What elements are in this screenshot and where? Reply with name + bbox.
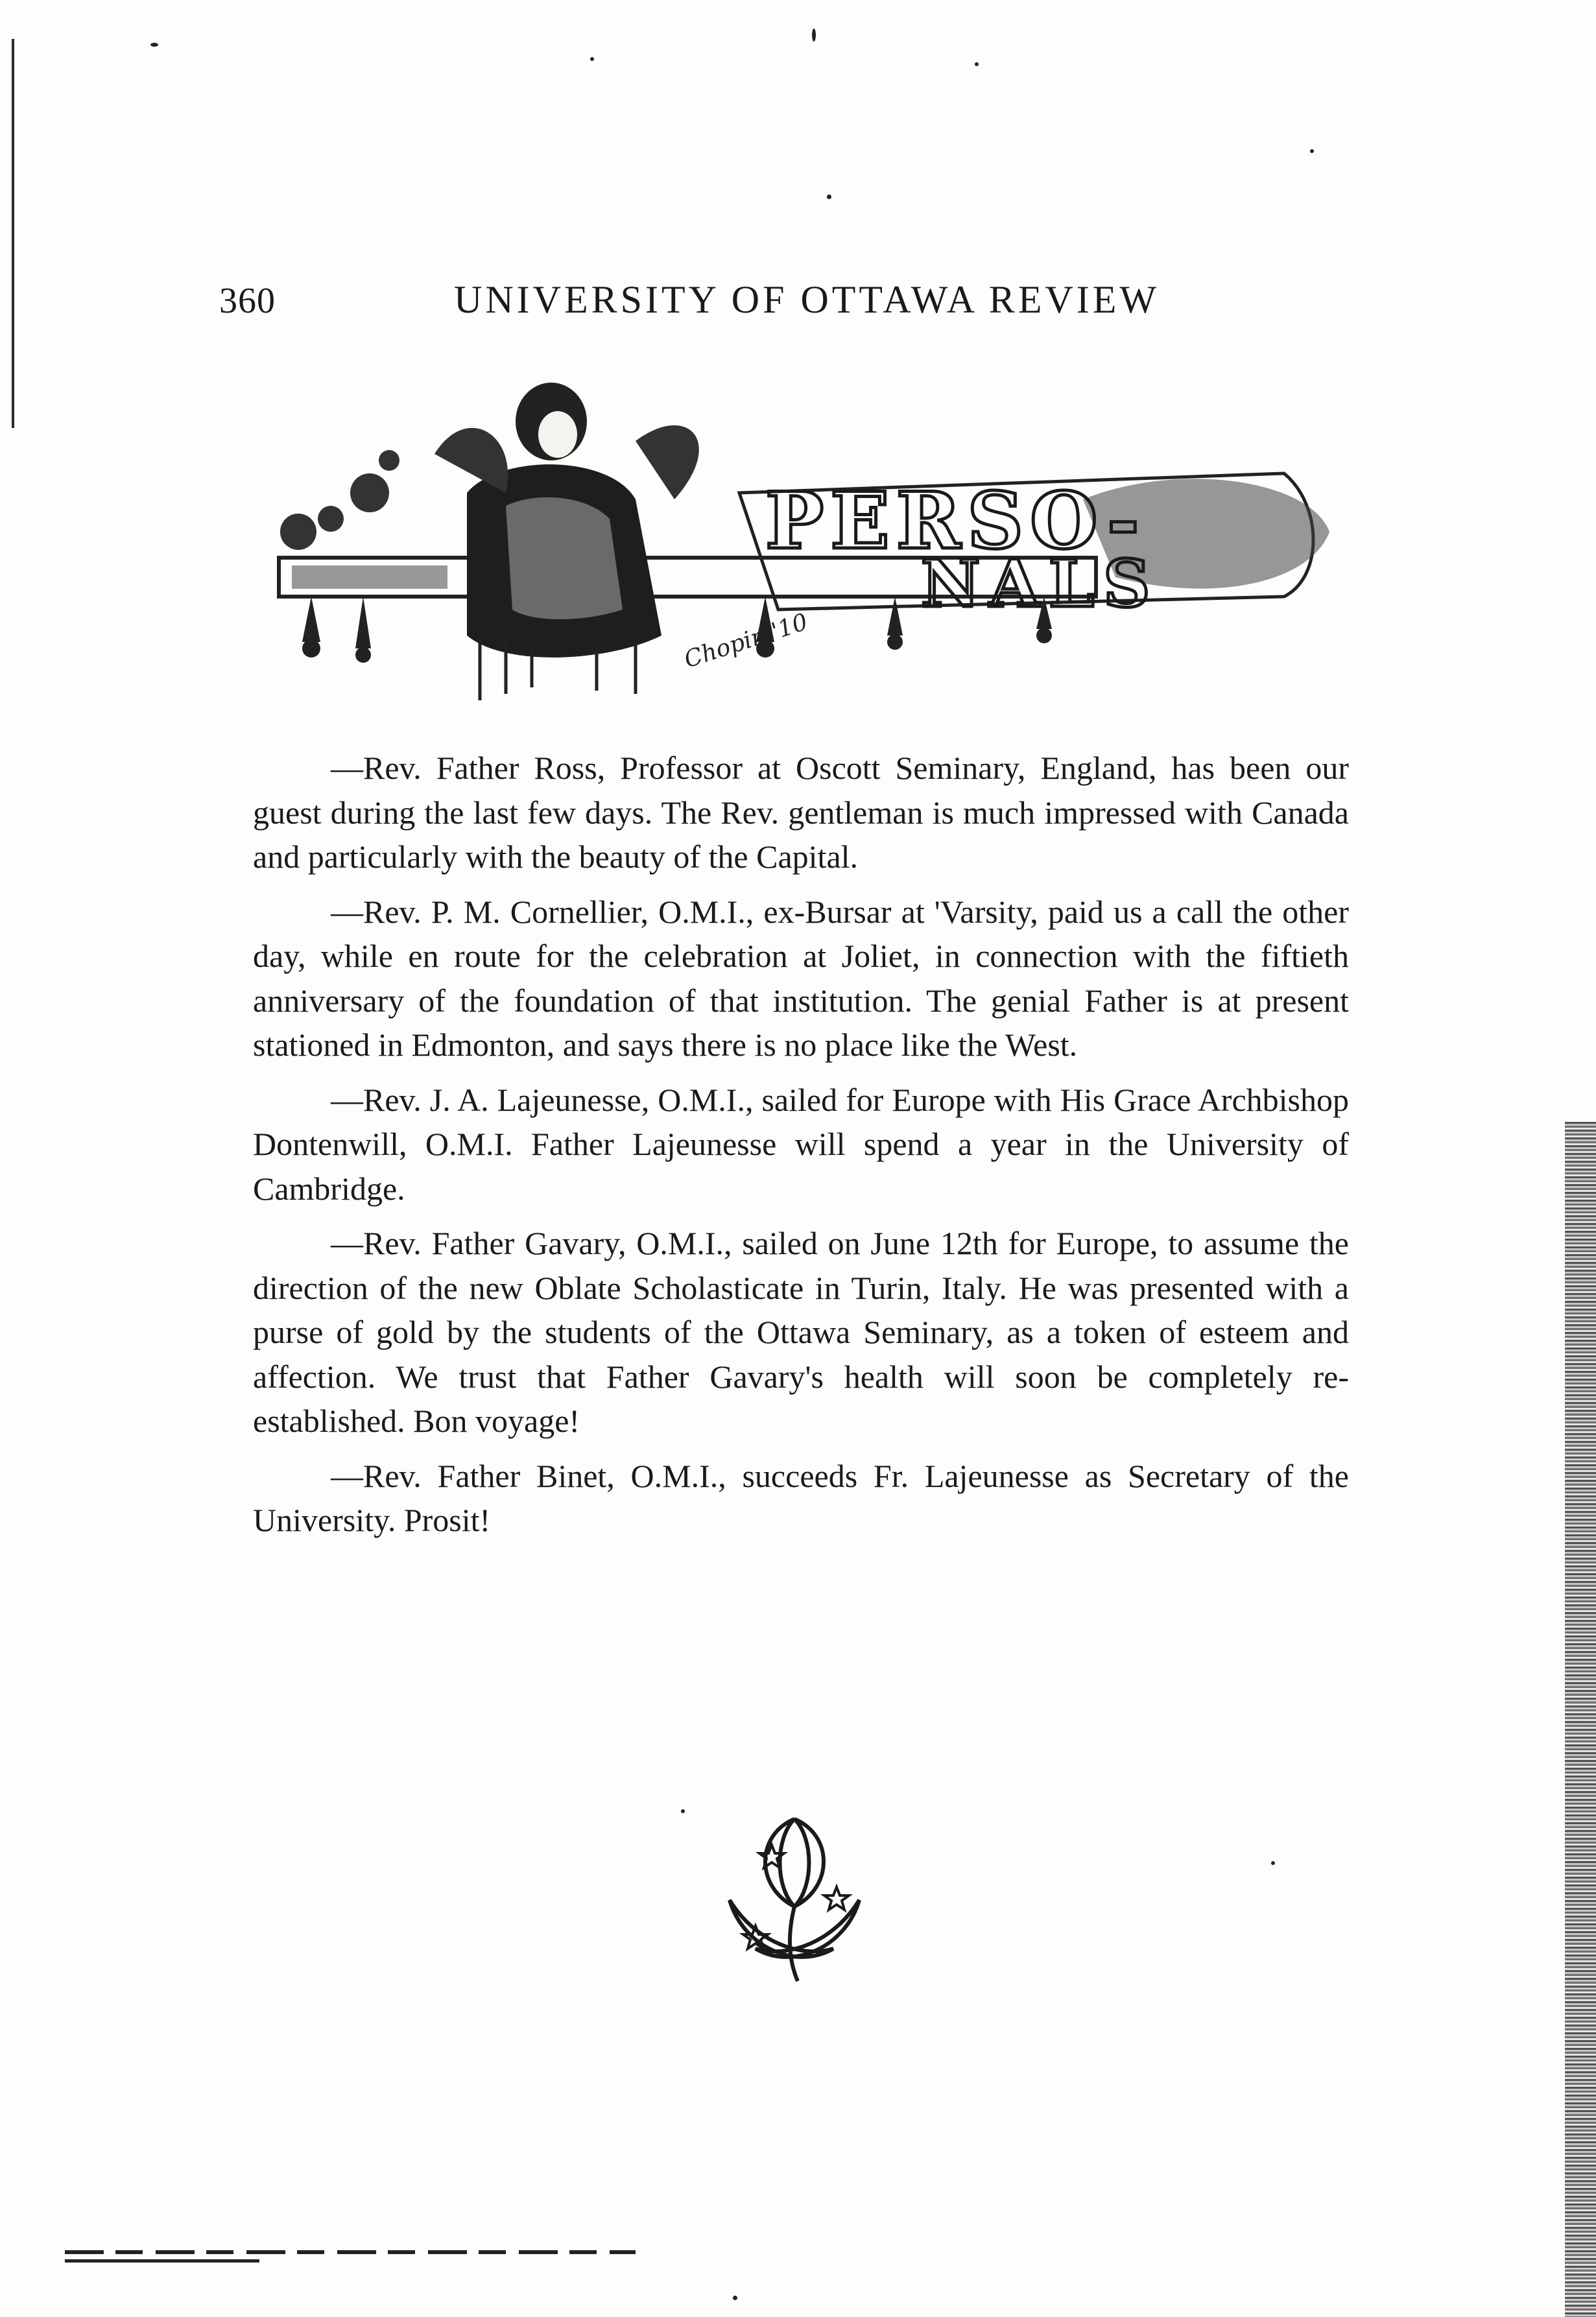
artist-signature: Chopin '10 bbox=[681, 608, 811, 674]
banner-title-line2: NALS bbox=[921, 545, 1160, 622]
scan-speck bbox=[681, 1809, 685, 1813]
scan-speck bbox=[812, 29, 816, 42]
scan-speck bbox=[1310, 149, 1314, 153]
scan-speck bbox=[733, 2296, 737, 2300]
scan-bottom-dash bbox=[65, 2259, 259, 2263]
personals-column bbox=[253, 746, 1349, 1553]
personals-banner-illustration bbox=[272, 363, 1336, 726]
triple-crescent-stars-icon bbox=[717, 1809, 872, 1984]
personal-item-lajeunesse: —Rev. J. A. Lajeunesse, O.M.I., sailed for Europe with His Grace Archbishop Dontenwill, O.M.I. Father Lajeunesse will spend a year in the University of Cambridge. bbox=[253, 1081, 1349, 1207]
personal-item-ross: —Rev. Father Ross, Professor at Oscott Seminary, England, has been our guest during the last few days. The Rev. gentleman is much impressed with Canada and particularly with the beauty of the Capital. bbox=[253, 750, 1349, 875]
scan-speck bbox=[1271, 1861, 1275, 1865]
scan-speck bbox=[975, 62, 979, 66]
banner-artwork bbox=[272, 363, 1336, 726]
scan-edge-rule bbox=[12, 39, 14, 428]
page-number: 360 bbox=[219, 281, 276, 321]
running-title: UNIVERSITY OF OTTAWA REVIEW bbox=[454, 278, 1160, 321]
scan-edge-noise bbox=[1565, 1122, 1596, 2317]
scan-speck bbox=[150, 43, 158, 47]
personal-item-binet: —Rev. Father Binet, O.M.I., succeeds Fr. Lajeunesse as Secretary of the University. Prosit! bbox=[253, 1457, 1349, 1538]
banner-title-line1: PERSO- bbox=[765, 475, 1146, 567]
scan-speck bbox=[827, 195, 831, 199]
personal-item-cornellier: —Rev. P. M. Cornellier, O.M.I., ex-Bursar at 'Varsity, paid us a call the other day, while en route for the celebration at Joliet, in connection with the fiftieth anniversary of the foundation of that institution. The genial Father is at present stationed in Edmonton, and says there is no place like the West. bbox=[253, 893, 1349, 1063]
scan-bottom-dash bbox=[65, 2250, 636, 2254]
scan-speck bbox=[590, 57, 594, 61]
personal-item-gavary: —Rev. Father Gavary, O.M.I., sailed on June 12th for Europe, to assume the direction of the new Oblate Scholasticate in Turin, Italy. He was presented with a purse of gold by the students of the Ottawa Seminary, as a token of esteem and affection. We trust that Father Gavary's health will soon be completely re-established. Bon voyage! bbox=[253, 1225, 1349, 1439]
